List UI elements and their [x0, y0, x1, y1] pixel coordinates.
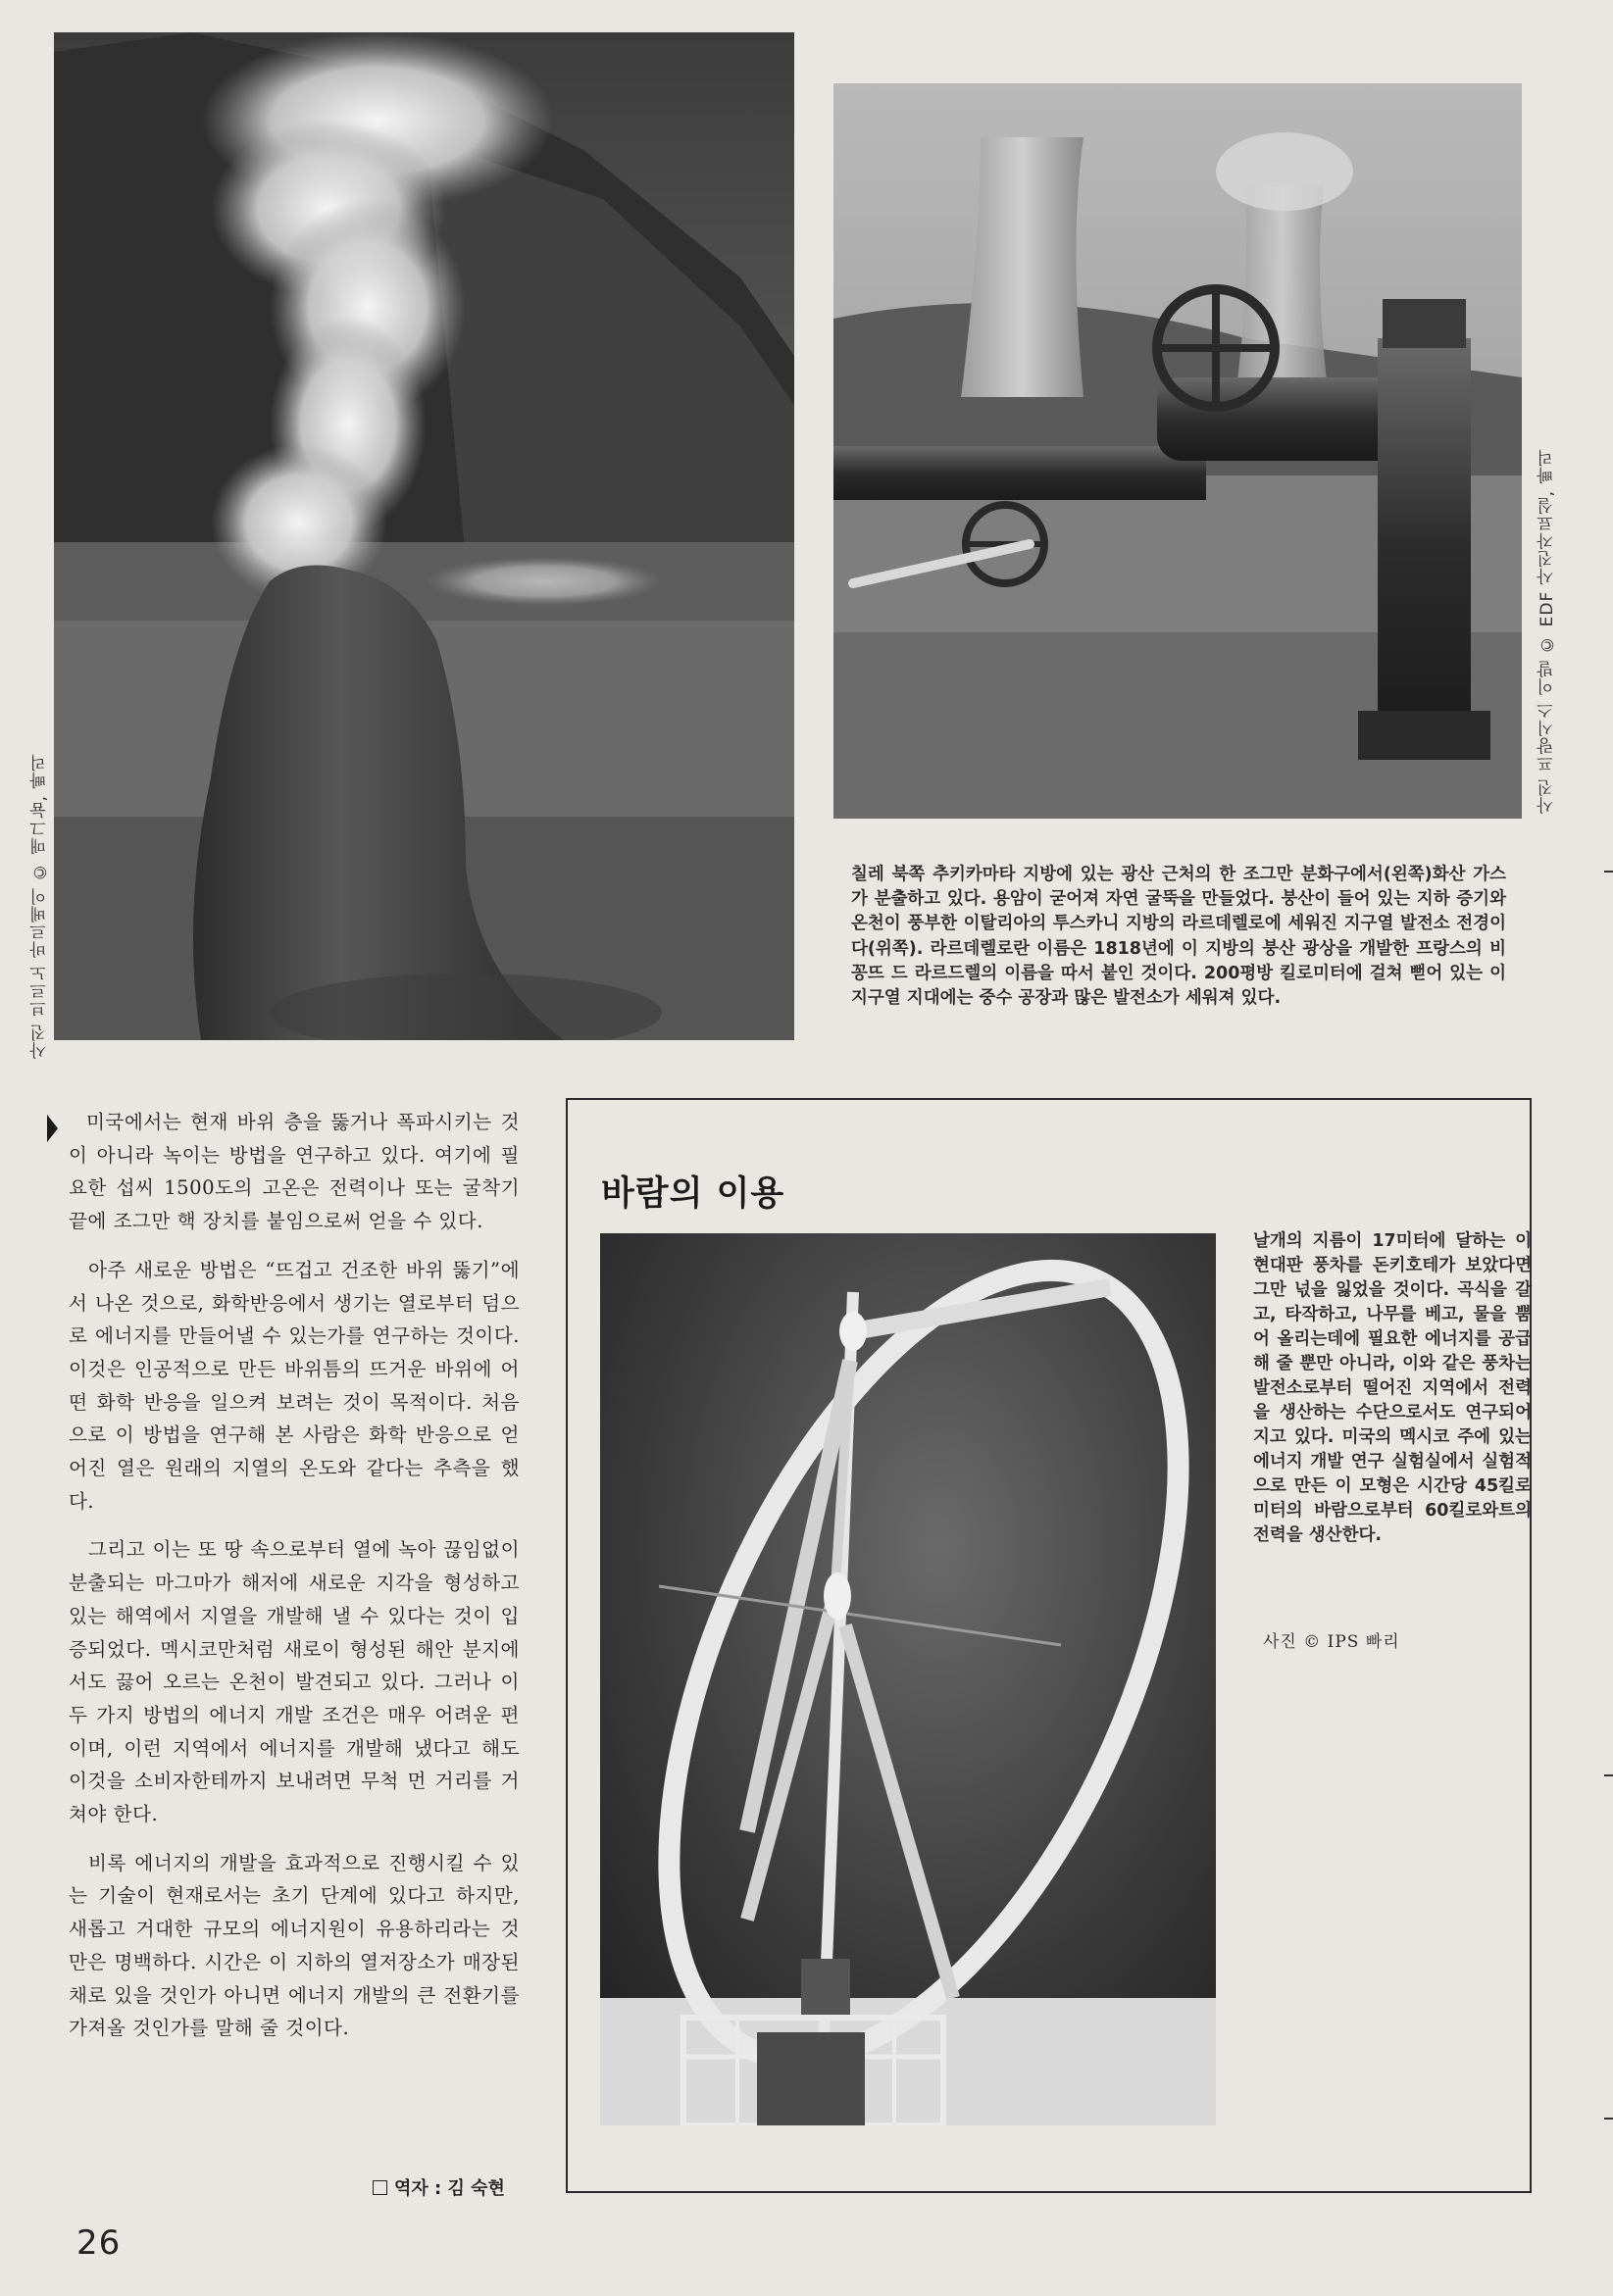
geothermal-plant-photo: [833, 83, 1522, 819]
article-paragraph: 그리고 이는 또 땅 속으로부터 열에 녹아 끊임없이 분출되는 마그마가 해저에 새로운 지각을 형성하고 있는 해역에서 지열을 개발해 낼 수 있다는 것이 입증되었다. 멕시코만처럼 새로이 형성된 해안 분지에서도 끓어 오르는 온천이 발견되고 있다. 그러나 이 두 가지 방법의 에너지 개발 조건은 매우 어려운 편이며, 이런 지역에서 에너지를 개발해 냈다고 해도 이것을 소비자한테까지 보내려면 무척 먼 거리를 거쳐야 한다.: [69, 1538, 520, 1826]
page-number: 26: [76, 2223, 122, 2263]
photo-credit-right: 사진 프랑시스 이발 © EDF 사진자료실, 빠리: [1537, 448, 1557, 814]
article-marker-icon: [47, 1115, 58, 1142]
plant-photo-caption: 칠레 북쪽 추키카마타 지방에 있는 광산 근처의 한 조그만 분화구에서(왼쪽)화산 가스가 분출하고 있다. 용암이 굳어져 자연 굴뚝을 만들었다. 붕산이 들어 있는 지하 증기와 온천이 풍부한 이탈리아의 투스카니 지방의 라르데렐로에 세워진 지구열 발전소 전경이다(위쪽). 라르데렐로란 이름은 1818년에 이 지방의 붕산 광상을 개발한 프랑스의 비꽁뜨 드 라르드렐의 이름을 따서 붙인 것이다. 200평방 킬로미터에 걸쳐 뻗어 있는 이 지구열 지대에는 중수 공장과 많은 발전소가 세워져 있다.: [851, 865, 1506, 1009]
edge-mark: [1604, 2118, 1613, 2120]
article-paragraph: 비록 에너지의 개발을 효과적으로 진행시킬 수 있는 기술이 현재로서는 초기 단계에 있다고 하지만, 새롭고 거대한 규모의 에너지원이 유용하리라는 것만은 명백하다. 시간은 이 지하의 열저장소가 매장된 채로 있을 것인가 아니면 에너지 개발의 큰 전환기를 가져올 것인가를 말해 줄 것이다.: [69, 1851, 520, 2040]
wind-turbine-photo: [600, 1233, 1216, 2125]
edge-mark: [1604, 1774, 1613, 1776]
article-paragraph: 아주 새로운 방법은 “뜨겁고 건조한 바위 뚫기”에서 나온 것으로, 화학반응에서 생기는 열로부터 덤으로 에너지를 만들어낼 수 있는가를 연구하는 것이다. 이것은 인공적으로 만든 바위틈의 뜨거운 바위에 어떤 화학 반응을 일으켜 보려는 것이 목적이다. 처음으로 이 방법을 연구해 본 사람은 화학 반응으로 얻어진 열은 원래의 지열의 온도와 같다는 추측을 했다.: [69, 1258, 520, 1513]
square-bullet-icon: [373, 2180, 387, 2195]
wind-photo-credit: 사진 © IPS 빠리: [1263, 1632, 1400, 1652]
translator-name: 역자 : 김 숙현: [394, 2178, 505, 2199]
main-article-text: [69, 1106, 520, 2061]
wind-section-title: 바람의 이용: [601, 1174, 785, 1214]
article-paragraph: 미국에서는 현재 바위 층을 뚫거나 폭파시키는 것이 아니라 녹이는 방법을 연구하고 있다. 여기에 필요한 섭씨 1500도의 고온은 전력이나 또는 굴착기 끝에 조그만 핵 장치를 붙임으로써 얻을 수 있다.: [69, 1111, 520, 1233]
photo-credit-left: 사진 브르노 바르베이 © 매그늄, 빠리: [30, 753, 50, 1059]
edge-mark: [1604, 871, 1613, 873]
wind-photo-caption: 날개의 지름이 17미터에 달하는 이 현대판 풍차를 돈키호테가 보았다면 그만 넋을 잃었을 것이다. 곡식을 갈고, 타작하고, 나무를 베고, 물을 뿜어 올리는데에 필요한 에너지를 공급해 줄 뿐만 아니라, 이와 같은 풍차는 발전소로부터 떨어진 지역에서 전력을 생산하는 수단으로서도 연구되어지고 있다. 미국의 멕시코 주에 있는 에너지 개발 연구 실험실에서 실험적으로 만든 이 모형은 시간당 45킬로미터의 바람으로부터 60킬로와트의 전력을 생산한다.: [1253, 1231, 1532, 1545]
fumarole-photo: [54, 32, 794, 1040]
translator-credit: [373, 2174, 505, 2200]
